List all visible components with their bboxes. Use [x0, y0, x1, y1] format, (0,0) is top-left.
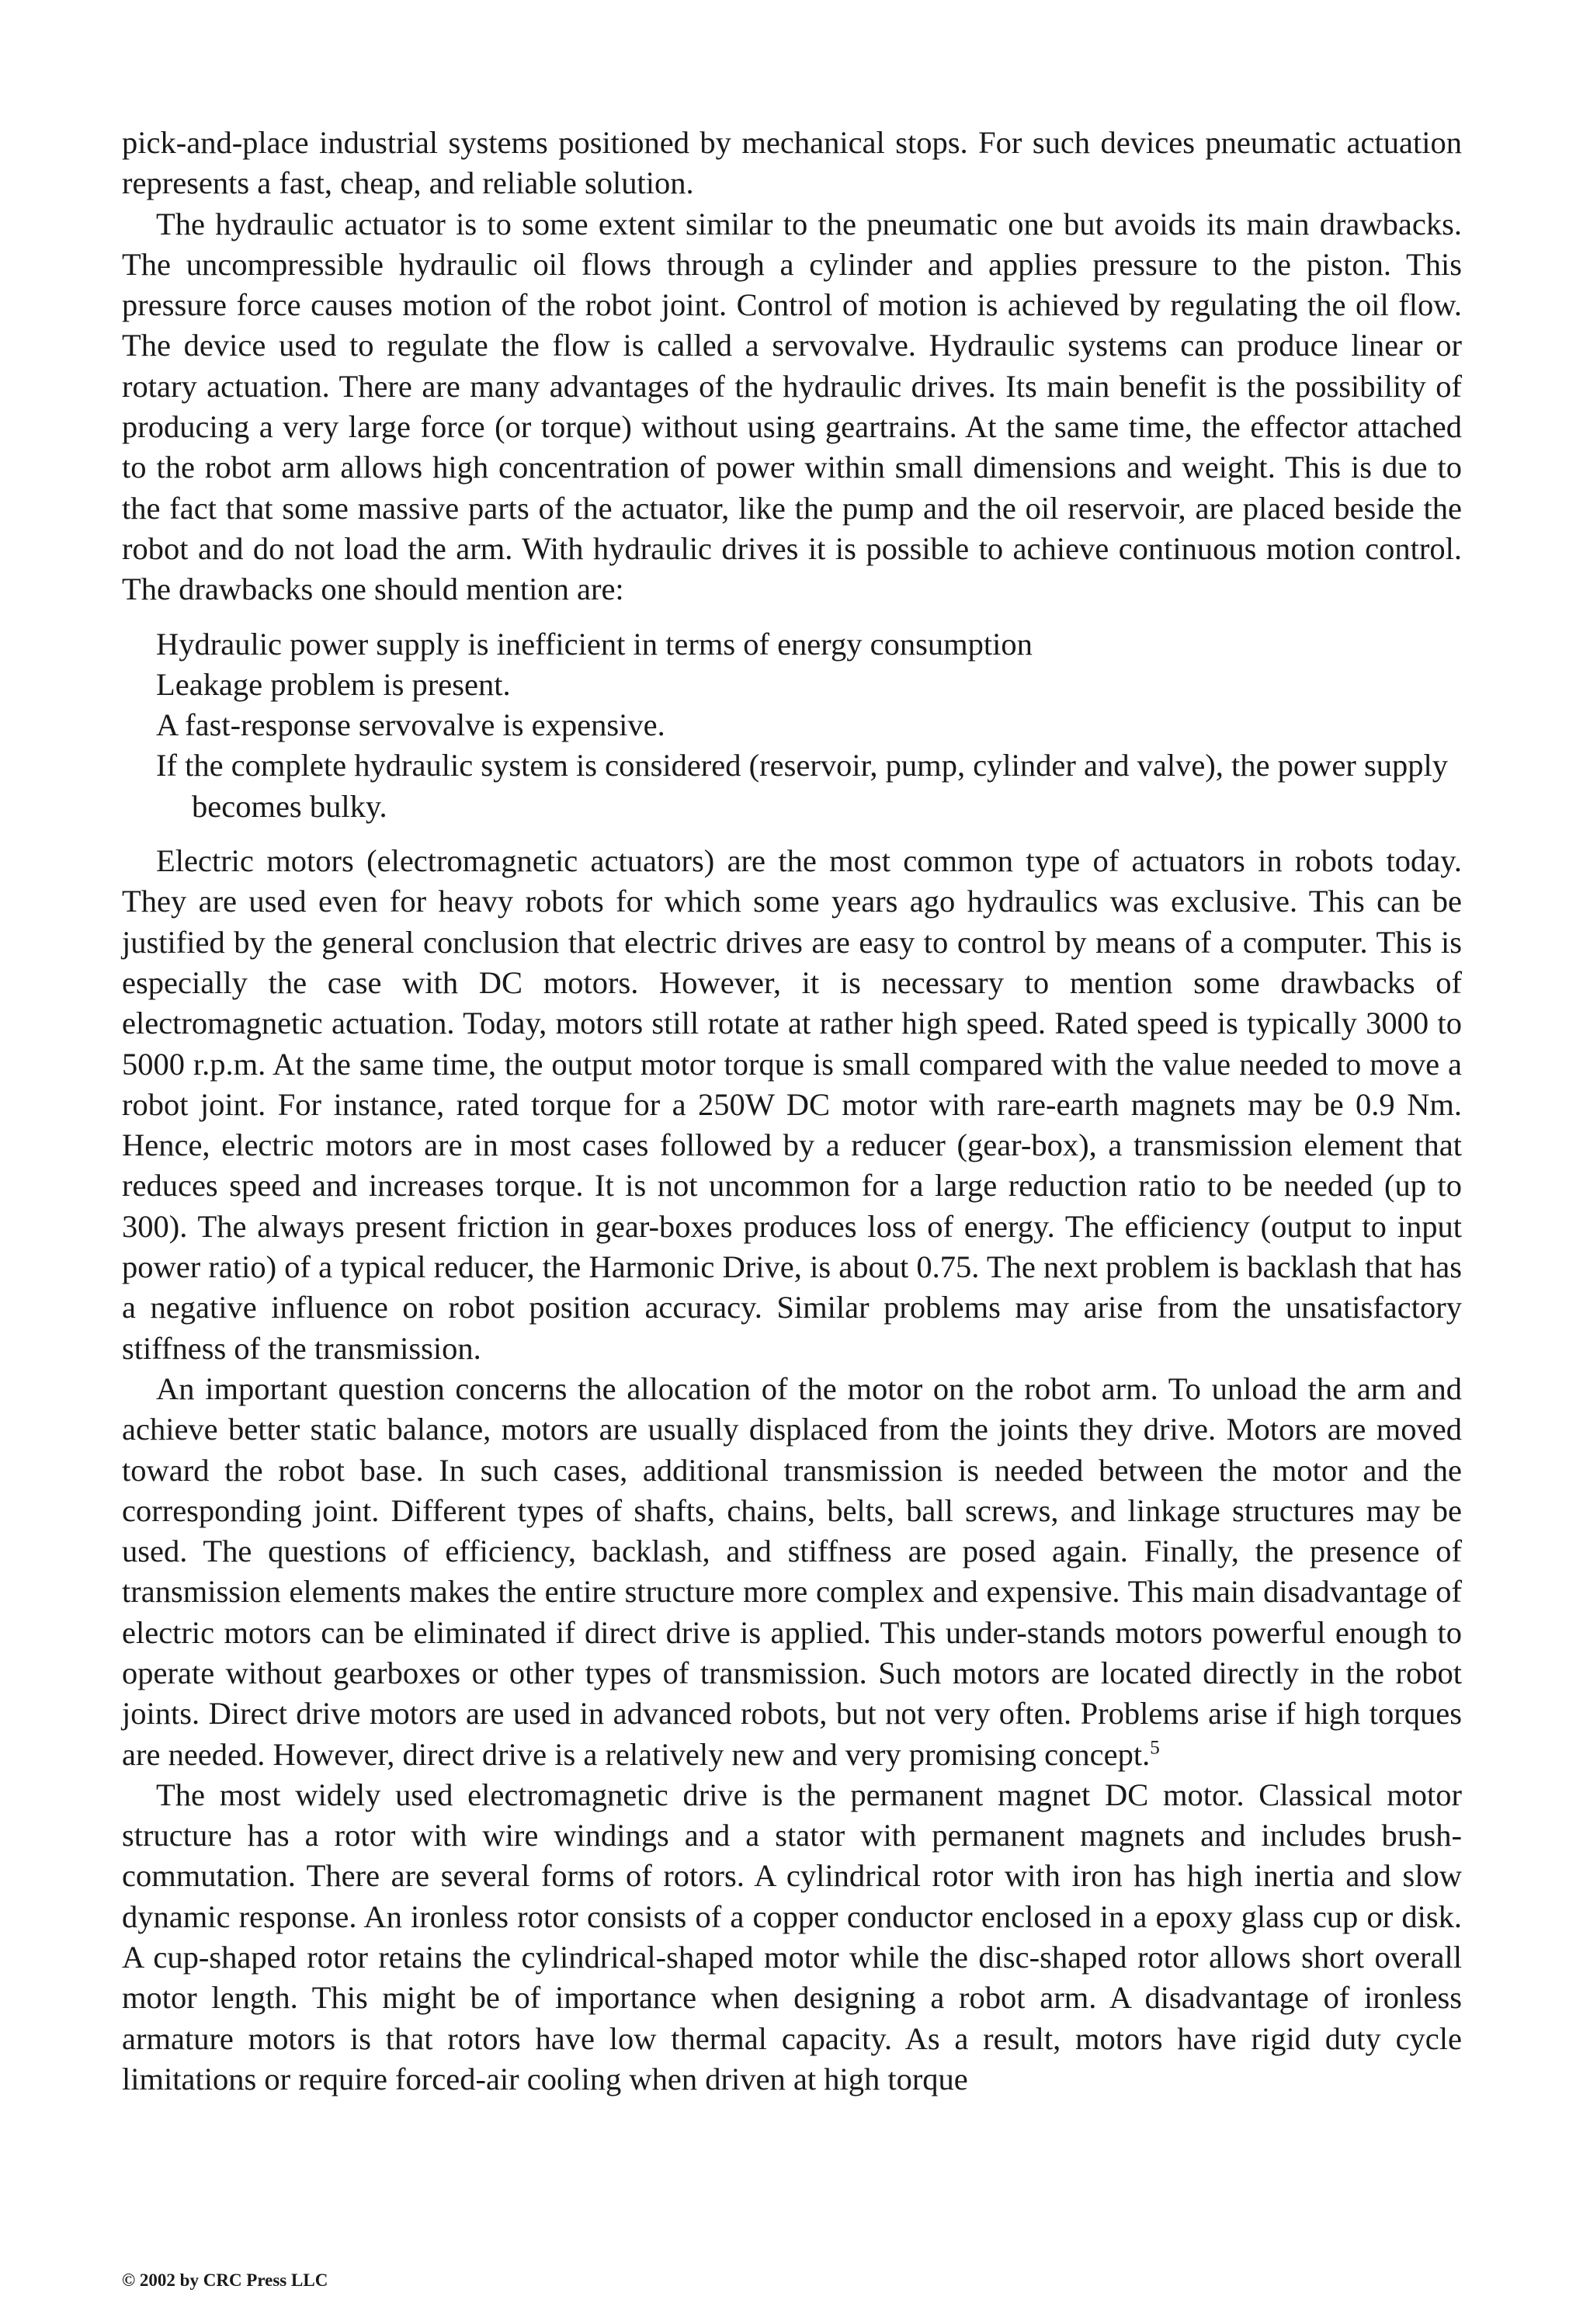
body-text	[122, 123, 1462, 2100]
footnote-reference: 5	[1150, 1737, 1160, 1759]
paragraph-motor-allocation	[122, 1369, 1462, 1775]
paragraph-motor-allocation-text: An important question concerns the allocation of the motor on the robot arm. To unload the arm and achieve better static balance, motors are usually displaced from the joints they drive. Motors are moved toward the robot base. In such cases, additional transmission is needed between the motor and the corresponding joint. Different types of shafts, chains, belts, ball screws, and linkage structures may be used. The questions of efficiency, backlash, and stiffness are posed again. Finally, the presence of transmission elements makes the entire structure more complex and expensive. This main disadvantage of electric motors can be eliminated if direct drive is applied. This under-stands motors powerful enough to operate without gearboxes or other types of transmission. Such motors are located directly in the robot joints. Direct drive motors are used in advanced robots, but not very often. Problems arise if high torques are needed. However, direct drive is a relatively new and very promising concept.	[122, 1370, 1462, 1772]
list-item: If the complete hydraulic system is considered (reservoir, pump, cylinder and valve), the power supply becomes bulky.	[156, 748, 1449, 824]
paragraph-hydraulic-actuator: The hydraulic actuator is to some extent similar to the pneumatic one but avoids its main drawbacks. The uncompressible hydraulic oil flows through a cylinder and applies pressure to the piston. This pressure force causes motion of the robot joint. Control of motion is achieved by regulating the oil flow. The device used to regulate the flow is called a servovalve. Hydraulic systems can produce linear or rotary actuation. There are many advantages of the hydraulic drives. Its main benefit is the possibility of producing a very large force (or torque) without using geartrains. At the same time, the effector attached to the robot arm allows high concentration of power within small dimensions and weight. This is due to the fact that some massive parts of the actuator, like the pump and the oil reservoir, are placed beside the robot and do not load the arm. With hydraulic drives it is possible to achieve continuous motion control. The drawbacks one should mention are:	[122, 206, 1462, 607]
paragraph-permanent-magnet-dc-motor: The most widely used electromagnetic drive is the permanent magnet DC motor. Classical motor structure has a rotor with wire windings and a stator with permanent magnets and includes brush-commutation. There are several forms of rotors. A cylindrical rotor with iron has high inertia and slow dynamic response. An ironless rotor consists of a copper conductor enclosed in a epoxy glass cup or disk. A cup-shaped rotor retains the cylindrical-shaped motor while the disc-shaped rotor allows short overall motor length. This might be of importance when designing a robot arm. A disadvantage of ironless armature motors is that rotors have low thermal capacity. As a result, motors have rigid duty cycle limitations or require forced-air cooling when driven at high torque	[122, 1777, 1462, 2096]
paragraph-continuation: pick-and-place industrial systems positioned by mechanical stops. For such devices pneumatic actuation represents a fast, cheap, and reliable solution.	[122, 125, 1462, 201]
list-item: Leakage problem is present.	[156, 666, 511, 702]
drawbacks-list	[122, 624, 1462, 827]
list-item: A fast-response servovalve is expensive.	[156, 707, 665, 743]
copyright-footer: © 2002 by CRC Press LLC	[122, 2270, 328, 2290]
paragraph-electric-motors: Electric motors (electromagnetic actuators) are the most common type of actuators in robots today. They are used even for heavy robots for which some years ago hydraulics was exclusive. This can be justified by the general conclusion that electric drives are easy to control by means of a computer. This is especially the case with DC motors. However, it is necessary to mention some drawbacks of electromagnetic actuation. Today, motors still rotate at rather high speed. Rated speed is typically 3000 to 5000 r.p.m. At the same time, the output motor torque is small compared with the value needed to move a robot joint. For instance, rated torque for a 250W DC motor with rare-earth magnets may be 0.9 Nm. Hence, electric motors are in most cases followed by a reducer (gear-box), a transmission element that reduces speed and increases torque. It is not uncommon for a large reduction ratio to be needed (up to 300). The always present friction in gear-boxes produces loss of energy. The efficiency (output to input power ratio) of a typical reducer, the Harmonic Drive, is about 0.75. The next problem is backlash that has a negative influence on robot position accuracy. Similar problems may arise from the unsatisfactory stiffness of the transmission.	[122, 843, 1462, 1366]
list-item: Hydraulic power supply is inefficient in terms of energy consumption	[156, 626, 1033, 662]
